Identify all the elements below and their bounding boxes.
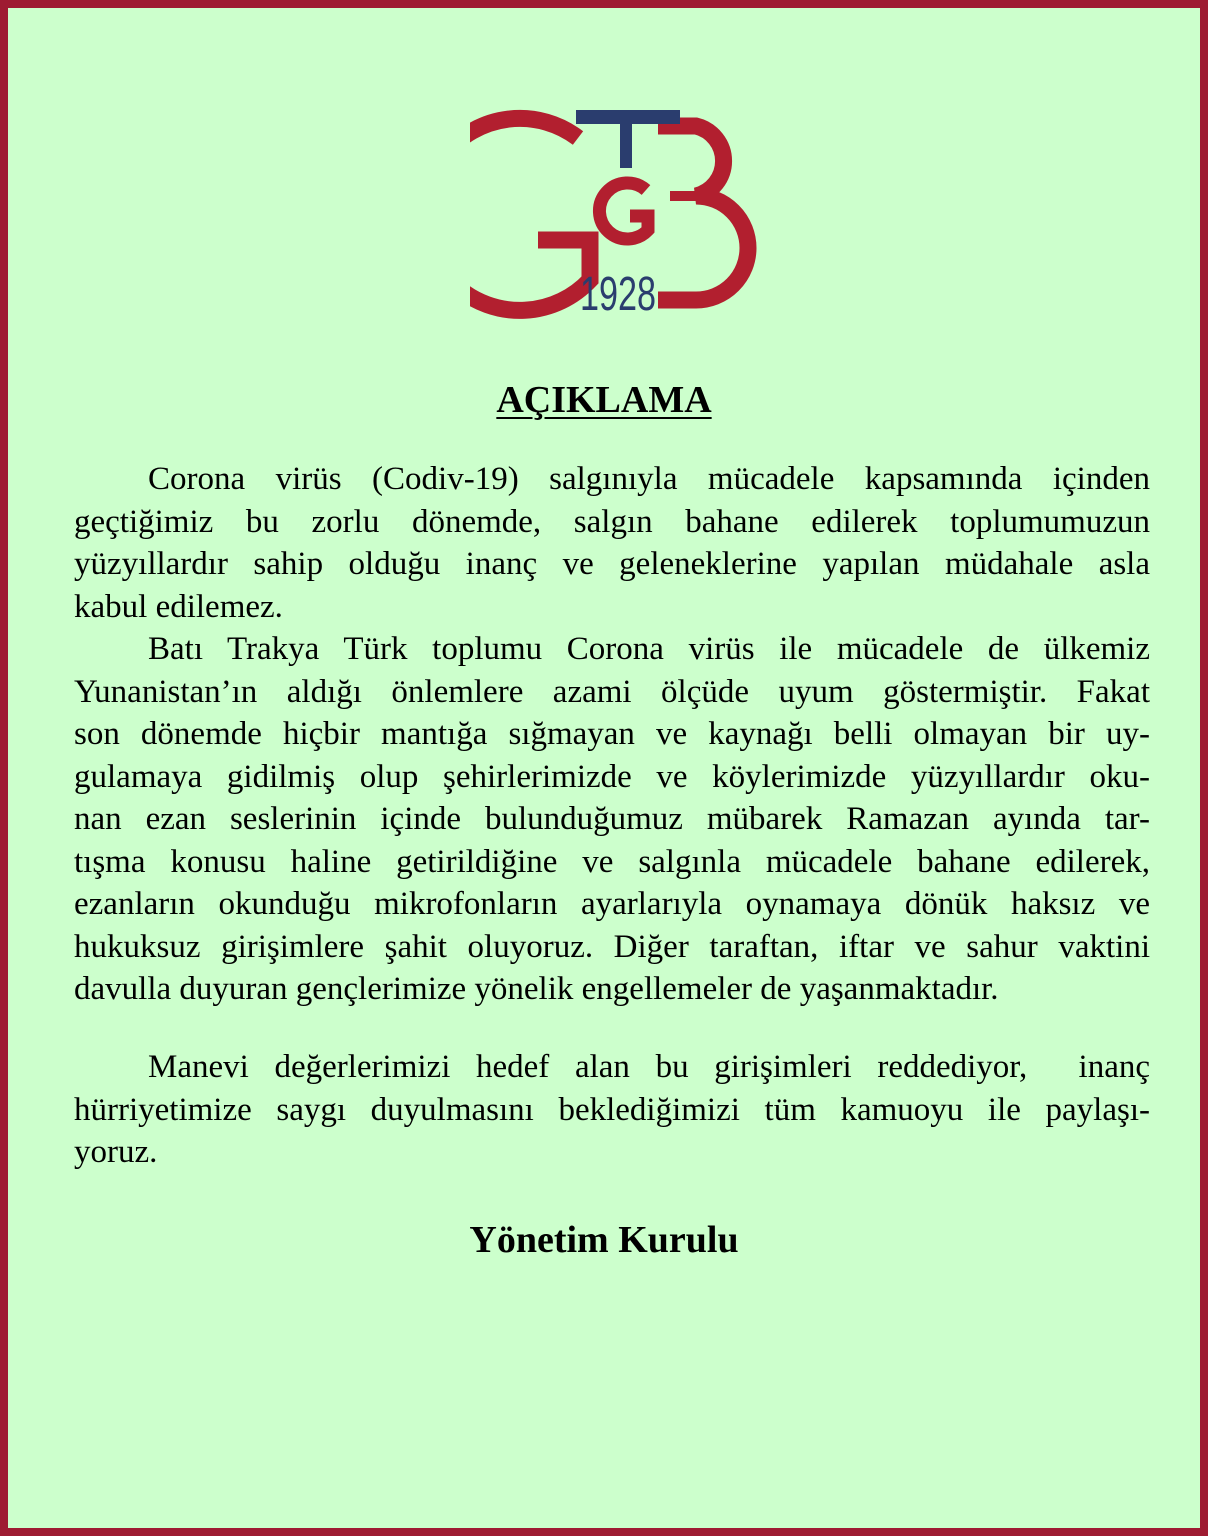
- paragraph-line: yoruz.: [74, 1134, 158, 1170]
- paragraph-line: davulla duyuran gençlerimize yönelik engellemeler de yaşanmaktadır.: [74, 971, 999, 1007]
- paragraph-line: tışma konusu haline getirildiğine ve salgınla mücadele bahane edilerek,: [74, 843, 1150, 880]
- paragraph-line: nan ezan seslerinin içinde bulunduğumuz mübarek Ramazan ayında tar-: [74, 801, 1150, 837]
- paragraph-line: Batı Trakya Türk toplumu Corona virüs ile mücadele de ülkemiz: [148, 631, 1150, 667]
- paragraph-line: kabul edilemez.: [74, 588, 283, 625]
- paragraph-line: gulamaya gidilmiş olup şehirlerimizde ve köylerimizde yüzyıllardır oku-: [74, 758, 1150, 795]
- signature: Yönetim Kurulu: [469, 1219, 739, 1261]
- paragraph-line: geçtiğimiz bu zorlu dönemde, salgın bahane edilerek toplumumuzun: [74, 503, 1150, 540]
- paragraph-line: hürriyetimize saygı duyulmasını beklediğimizi tüm kamuoyu ile paylaşı-: [74, 1091, 1150, 1128]
- paragraph-line: son dönemde hiçbir mantığa sığmayan ve kaynağı belli olmayan bir uy-: [74, 716, 1150, 752]
- paragraph-line: yüzyıllardır sahip olduğu inanç ve geleneklerine yapılan müdahale asla: [74, 546, 1150, 582]
- paragraph-line: hukuksuz girişimlere şahit oluyoruz. Diğer taraftan, iftar ve sahur vaktini: [74, 928, 1150, 965]
- document-title-text: AÇIKLAMA: [496, 379, 712, 421]
- paragraph-line: Corona virüs (Codiv-19) salgınıyla mücadele kapsamında içinden: [148, 461, 1150, 497]
- paragraph-3: [74, 1046, 1150, 1174]
- paragraph-line: Yunanistan’ın aldığı önlemlere azami ölçüde uyum göstermiştir. Fakat: [74, 673, 1150, 710]
- paragraph-2: [74, 628, 1150, 1011]
- document-title: [8, 374, 1200, 426]
- paragraph-1: [74, 458, 1150, 628]
- paragraph-line: ezanların okunduğu mikrofonların ayarlarıyla oynamaya dönük haksız ve: [74, 886, 1150, 922]
- logo-year: 1928: [580, 268, 656, 319]
- paragraph-line: Manevi değerlerimizi hedef alan bu girişimleri reddediyor, inanç: [148, 1049, 1150, 1085]
- gtgb-logo: [470, 104, 760, 319]
